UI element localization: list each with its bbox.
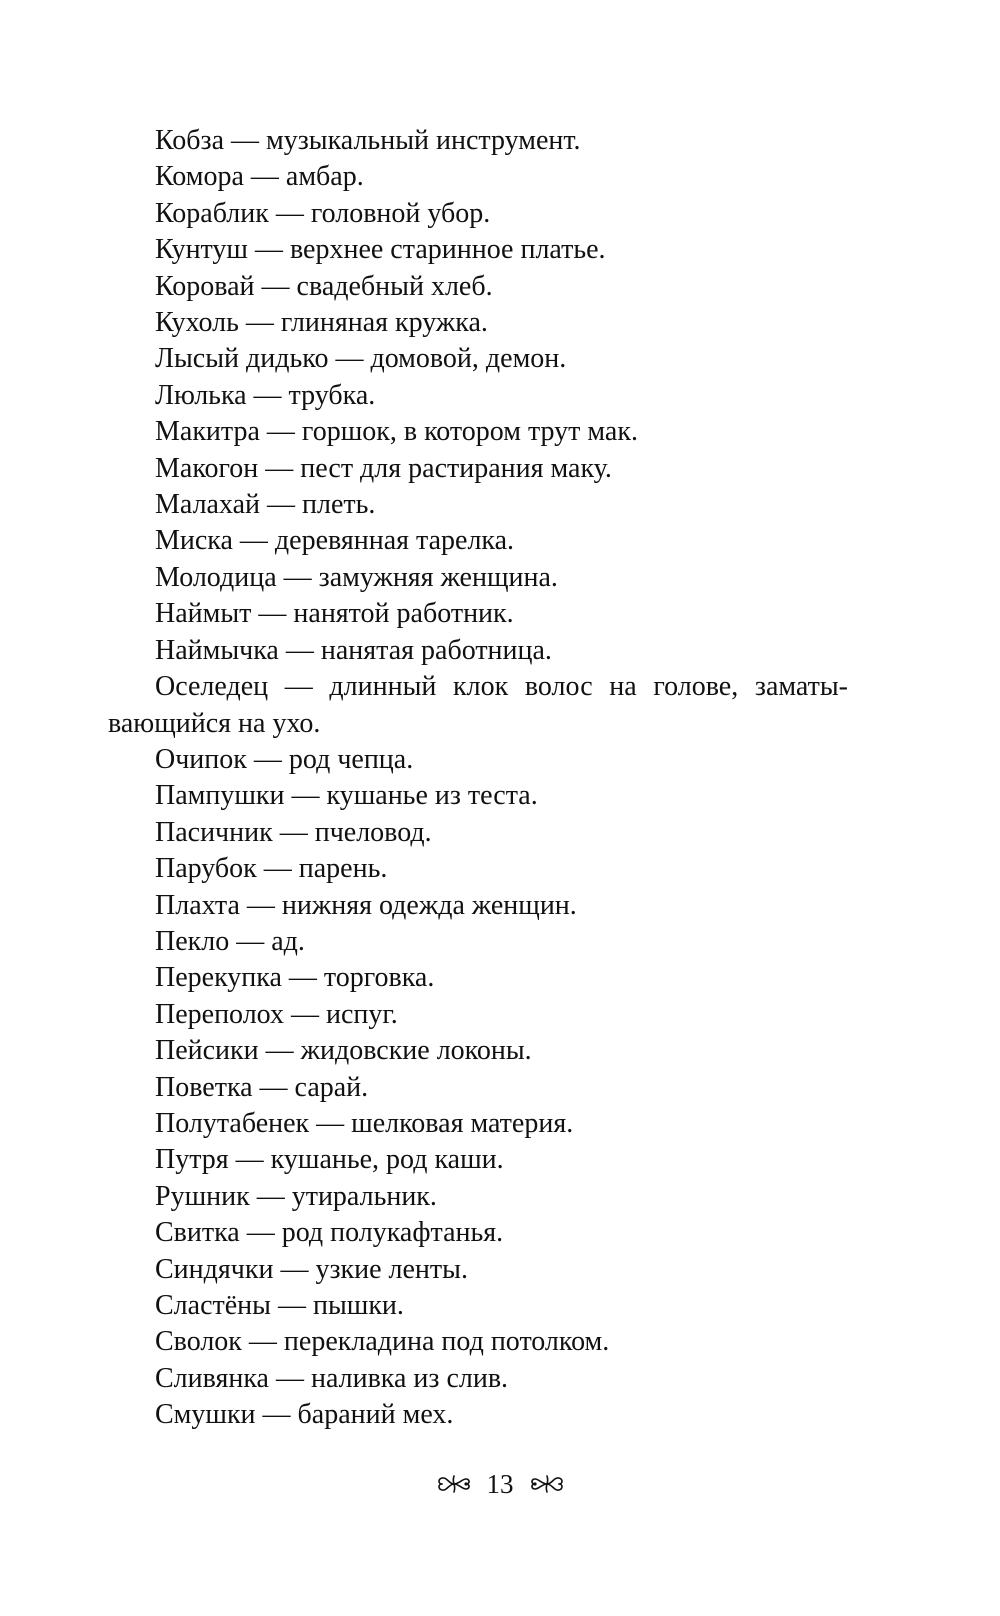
- glossary-entry: Кухоль — глиняная кружка.: [155, 307, 488, 339]
- glossary-entry: Малахай — плеть.: [155, 489, 376, 521]
- glossary-entry: Сластёны — пышки.: [155, 1290, 404, 1321]
- glossary-entry: Наймычка — нанятая работница.: [155, 634, 552, 666]
- glossary-entry: Люлька — трубка.: [155, 379, 376, 411]
- glossary-entry: Полутабенек — шелковая материя.: [155, 1107, 574, 1139]
- glossary-entry: Наймыт — нанятой работник.: [155, 598, 514, 630]
- glossary-entry: Пампушки — кушанье из теста.: [155, 780, 538, 812]
- glossary-entry: Оселедец — длинный клок волос на голове, заматывающийся на ухо.: [108, 671, 848, 739]
- glossary-entry: Кунтуш — верхнее старинное платье.: [155, 234, 606, 266]
- glossary-entry: Молодица — замужняя женщина.: [155, 561, 558, 593]
- page-number: 13: [486, 1469, 514, 1499]
- glossary-entry: Смушки — бараний мех.: [155, 1399, 454, 1431]
- glossary-entry: Пекло — ад.: [155, 925, 305, 957]
- glossary-entry: Свитка — род полукафтанья.: [155, 1217, 504, 1249]
- glossary-entry: Переполох — испуг.: [155, 998, 398, 1030]
- glossary-entry: Кобза — музыкальный инструмент.: [155, 125, 581, 156]
- glossary-entry: Коровай — свадебный хлеб.: [155, 270, 493, 302]
- glossary-entry: Сливянка — наливка из слив.: [155, 1362, 509, 1394]
- glossary-entry: Пейсики — жидовские локоны.: [155, 1035, 532, 1067]
- glossary-entry: Рушник — утиральник.: [155, 1180, 437, 1212]
- glossary-entry: Миска — деревянная тарелка.: [155, 525, 515, 557]
- glossary-entry: Очипок — род чепца.: [155, 743, 414, 775]
- scroll-ornament-icon: [435, 1472, 473, 1496]
- glossary-entry: Комора — амбар.: [155, 161, 364, 193]
- glossary-entry: Перекупка — торговка.: [155, 962, 435, 994]
- glossary-entry: Поветка — сарай.: [155, 1071, 369, 1103]
- glossary-entry: Синдячки — узкие ленты.: [155, 1253, 468, 1285]
- page-footer: [0, 1462, 1000, 1506]
- glossary-entry: Парубок — парень.: [155, 853, 388, 885]
- glossary-entry: Пасичник — пчеловод.: [155, 816, 432, 848]
- glossary-entry: Макогон — пест для растирания маку.: [155, 452, 612, 484]
- glossary-entry: Макитра — горшок, в котором трут мак.: [155, 416, 638, 448]
- glossary-entry: Путря — кушанье, род каши.: [155, 1144, 504, 1176]
- glossary-entry: Лысый дидько — домовой, демон.: [155, 343, 567, 375]
- scroll-ornament-icon: [528, 1472, 566, 1496]
- glossary-list: [108, 123, 848, 1434]
- glossary-entry: Плахта — нижняя одежда женщин.: [155, 889, 577, 921]
- glossary-entry: Кораблик — головной убор.: [155, 197, 491, 229]
- glossary-entry: Сволок — перекладина под потолком.: [155, 1326, 610, 1358]
